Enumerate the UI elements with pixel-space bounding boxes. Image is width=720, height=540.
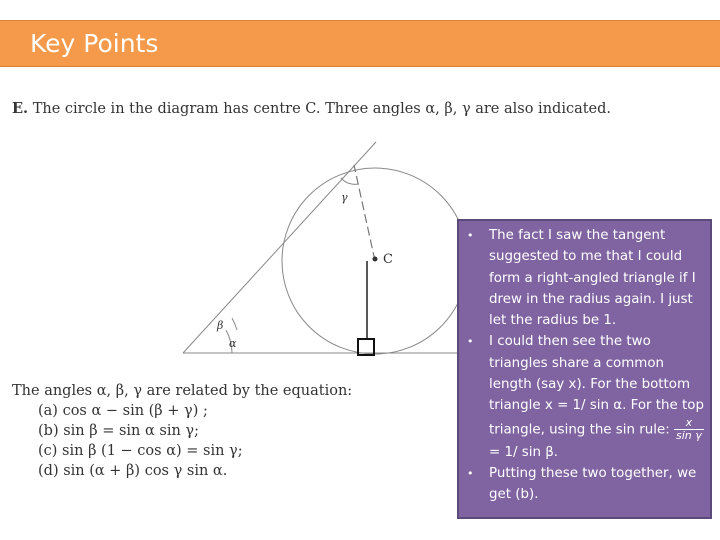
tangent-line — [183, 142, 376, 353]
option-b: (b) sin β = sin α sin γ; — [38, 423, 199, 439]
gamma-label: γ — [341, 191, 348, 204]
beta-arc — [232, 318, 237, 330]
centre-point — [373, 257, 378, 262]
fraction-denominator: sin γ — [675, 428, 702, 442]
gamma-arc — [341, 178, 358, 184]
alpha-label: α — [229, 337, 237, 350]
fraction-numerator: x — [674, 417, 704, 430]
options-intro: The angles α, β, γ are related by the equation: — [12, 383, 353, 399]
bullet-marker: • — [467, 335, 474, 349]
notes-box — [457, 219, 712, 519]
note-3-text: Putting these two together, we get (b). — [489, 465, 697, 503]
centre-label: C — [383, 252, 393, 267]
option-a: (a) cos α − sin (β + γ) ; — [38, 403, 208, 419]
note-bullet-3 — [465, 463, 704, 506]
dashed-radius — [354, 165, 375, 261]
fraction — [674, 417, 704, 442]
note-bullet-2 — [465, 331, 704, 462]
note-bullet-1 — [465, 225, 704, 331]
answer-options — [12, 381, 352, 481]
bullet-marker: • — [467, 229, 474, 242]
option-d: (d) sin (α + β) cos γ sin α. — [38, 463, 228, 479]
question-body: The circle in the diagram has centre C. Three angles α, β, γ are also indicated. — [32, 101, 612, 117]
note-2-tail: = 1/ sin β. — [489, 444, 559, 460]
beta-label: β — [217, 319, 224, 332]
bullet-marker: • — [467, 466, 474, 480]
note-1-text: The fact I saw the tangent suggested to me that I could form a right-angled triangle if I drew in the radius again. I just let the radius be 1. — [489, 228, 696, 329]
option-c: (c) sin β (1 − cos α) = sin γ; — [38, 443, 243, 459]
note-2-text: I could then see the two triangles share a common length (say x). For the bottom triangle x = 1/ sin α. For the top triangle, using the sin rule: — [489, 334, 704, 438]
question-label: E. — [12, 100, 29, 117]
slide-title: Key Points — [30, 29, 159, 58]
